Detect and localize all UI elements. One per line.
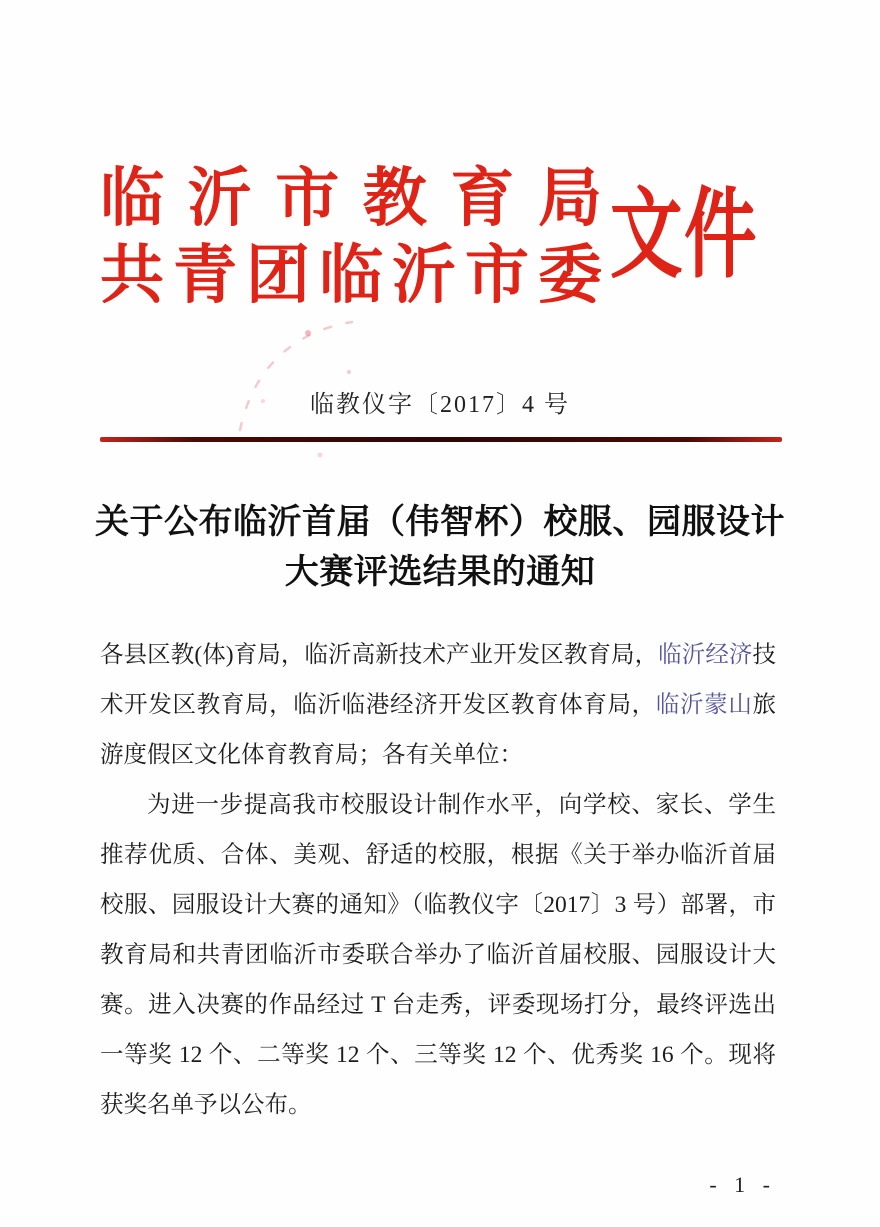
document-title-line2: 大赛评选结果的通知 <box>284 554 596 591</box>
document-title <box>0 498 880 598</box>
page-number: - 1 - <box>709 1172 776 1197</box>
letterhead <box>100 160 602 314</box>
document-body <box>100 630 776 1130</box>
document-type-label: 文件 <box>610 182 759 290</box>
red-divider-rule <box>100 437 782 442</box>
addressee-text-tinted-2: 临沂蒙山 <box>655 692 753 718</box>
body-paragraph: 为进一步提高我市校服设计制作水平，向学校、家长、学生推荐优质、合体、美观、舒适的校服，根据《关于举办临沂首届校服、园服设计大赛的通知》（临教仪字〔2017〕3 号）部署，市教育局和共青团临沂市委联合举办了临沂首届校服、园服设计大赛。进入决赛的作品经过 T 台走秀，评委现场打分，最终评选出一等奖 12 个、二等奖 12 个、三等奖 12 个、优秀奖 16 个。现将获奖名单予以公布。 <box>100 792 776 1118</box>
addressee-text-2: 技术开发区教育局，临沂临港经济开发区教育体育局， <box>100 642 776 718</box>
addressee-paragraph <box>100 630 776 780</box>
addressee-text-tinted-1: 临沂经济 <box>658 642 753 668</box>
addressee-text-3: 旅游度假区文化体育教育局；各有关单位： <box>100 692 777 768</box>
document-number: 临教仪字〔2017〕4 号 <box>310 392 570 418</box>
org-name-line2: 共 青 团 临 沂 市 委 <box>100 240 602 311</box>
org-name-line1: 临 沂 市 教 育 局 <box>100 163 602 234</box>
addressee-text-1: 各县区教(体)育局，临沂高新技术产业开发区教育局， <box>100 642 659 668</box>
document-title-line1: 关于公布临沂首届（伟智杯）校服、园服设计 <box>95 504 785 541</box>
